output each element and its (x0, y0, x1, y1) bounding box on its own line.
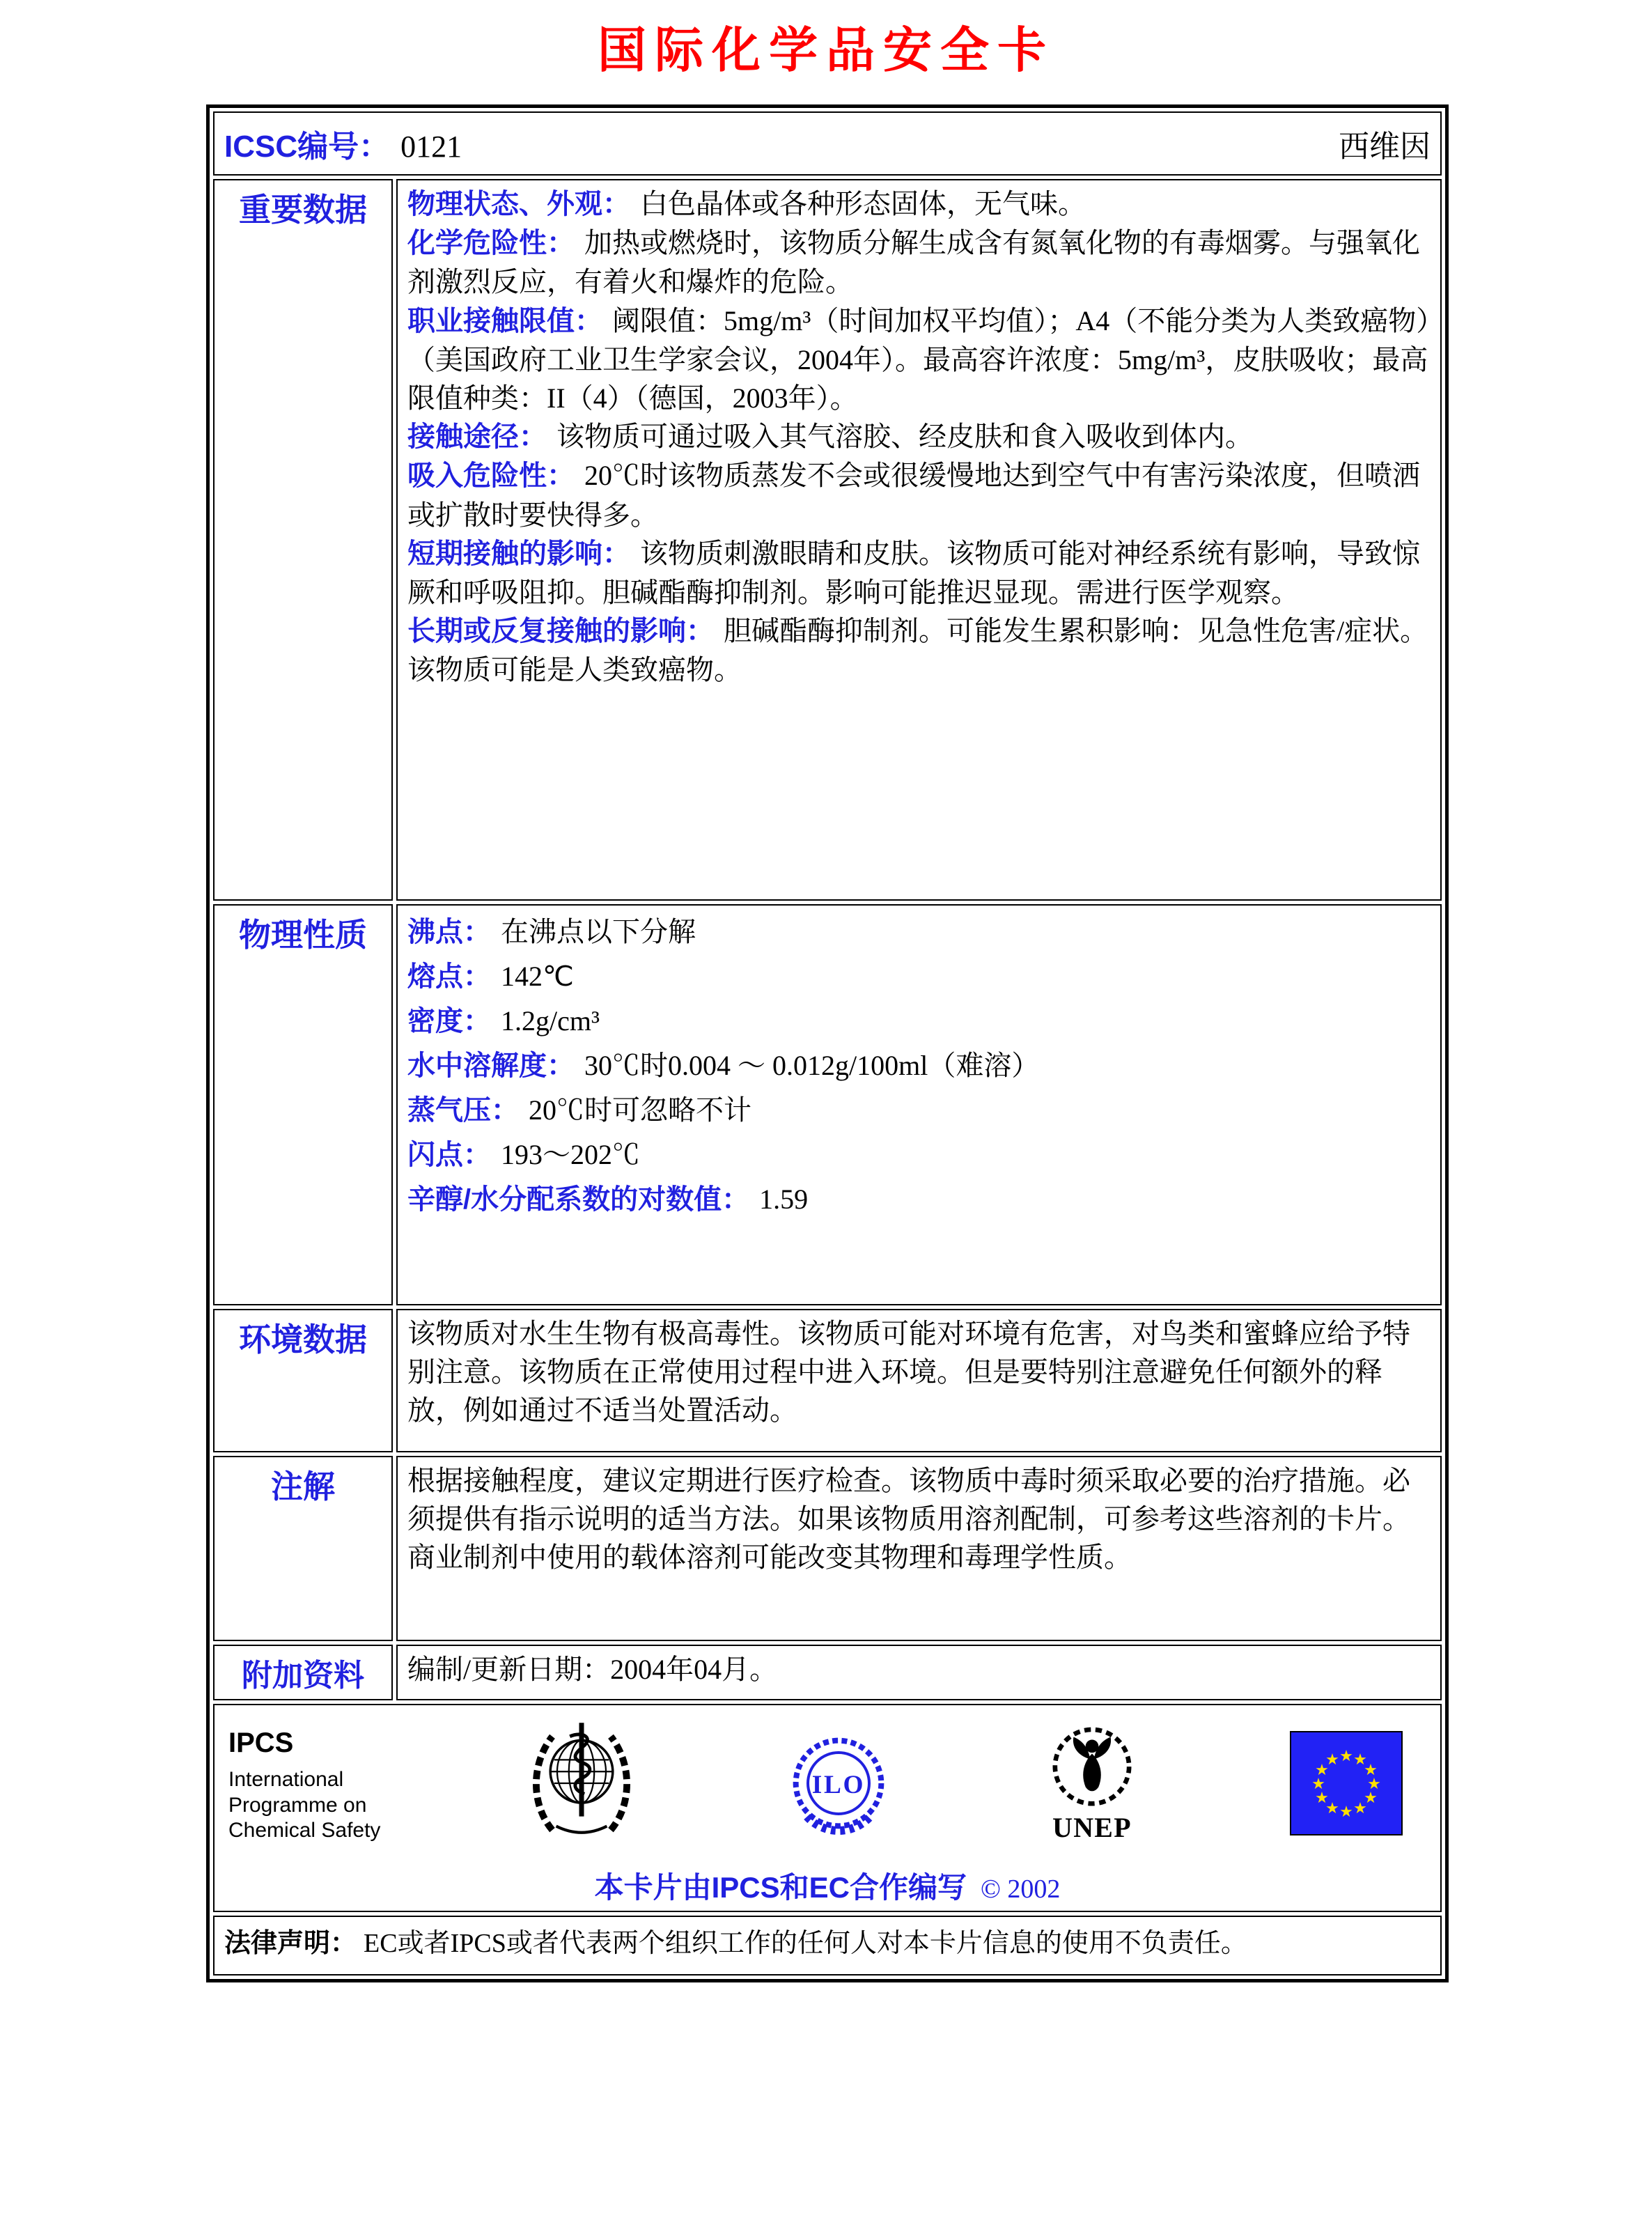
physical-item (407, 1133, 1431, 1177)
field-value: 193～202℃ (501, 1139, 640, 1170)
important-item (407, 224, 1431, 301)
legal-label: 法律声明： (224, 1929, 357, 1958)
field-value: 在沸点以下分解 (501, 916, 696, 947)
notes-row-label: 注解 (213, 1456, 393, 1641)
additional-info-content (396, 1645, 1442, 1700)
notes-text: 根据接触程度，建议定期进行医疗检查。该物质中毒时须采取必要的治疗措施。必须提供有指示说明的适当方法。如果该物质用溶剂配制，可参考这些溶剂的卡片。商业制剂中使用的载体溶剂可能改变其物理和毒理学性质。 (407, 1465, 1410, 1574)
field-label: 物理状态、外观： (407, 189, 630, 219)
ipcs-acronym: IPCS (228, 1728, 294, 1759)
field-value: 20℃时该物质蒸发不会或很缓慢地达到空气中有害污染浓度，但喷洒或扩散时要快得多。 (407, 460, 1420, 531)
svg-text:★: ★ (1339, 1747, 1353, 1764)
field-value: 1.2g/cm³ (501, 1005, 600, 1037)
header-row (213, 111, 1442, 176)
ilo-logo-label: ILO (811, 1771, 866, 1800)
cooperation-caption (224, 1865, 1431, 1907)
physical-properties-row (213, 904, 1442, 1305)
field-value: 142℃ (501, 961, 574, 992)
legal-row (213, 1916, 1442, 1976)
ipcs-line1: International (228, 1768, 344, 1791)
svg-text:★: ★ (1353, 1799, 1367, 1817)
field-value: 1.59 (759, 1183, 809, 1215)
unep-logo-icon (1036, 1718, 1148, 1852)
svg-text:★: ★ (1353, 1751, 1367, 1768)
important-data-row (213, 179, 1442, 901)
notes-row (213, 1456, 1442, 1641)
svg-text:★: ★ (1311, 1775, 1325, 1792)
field-label: 闪点： (407, 1140, 491, 1170)
field-value: 加热或燃烧时，该物质分解生成含有氮氧化物的有毒烟雾。与强氧化剂激烈反应，有着火和爆炸的危险。 (407, 227, 1420, 298)
field-label: 熔点： (407, 961, 491, 992)
physical-item (407, 1177, 1431, 1222)
field-label: 短期接触的影响： (407, 538, 630, 569)
physical-item (407, 1043, 1431, 1088)
field-value: 阈限值：5mg/m³（时间加权平均值）；A4（不能分类为人类致癌物）（美国政府工业卫生学家会议，2004年）。最高容许浓度：5mg/m³，皮肤吸收；最高限值种类：II（4）（德国，2003年）。 (407, 304, 1431, 414)
important-item (407, 534, 1431, 612)
notes-content (396, 1456, 1442, 1641)
physical-item (407, 910, 1431, 954)
chemical-name: 西维因 (1339, 130, 1431, 164)
legal-text: EC或者IPCS或者代表两个组织工作的任何人对本卡片信息的使用不负责任。 (364, 1929, 1247, 1958)
copyright-text: © 2002 (981, 1874, 1061, 1904)
field-value: 胆碱酯酶抑制剂。可能发生累积影响：见急性危害/症状。该物质可能是人类致癌物。 (407, 615, 1428, 686)
field-label: 水中溶解度： (407, 1050, 575, 1081)
svg-text:★: ★ (1325, 1799, 1339, 1817)
unep-logo-label: UNEP (1052, 1812, 1132, 1844)
important-item (407, 417, 1431, 456)
header-cell (213, 111, 1442, 176)
ipcs-text-block (228, 1726, 380, 1844)
logos-cell (213, 1704, 1442, 1912)
important-item (407, 302, 1431, 418)
field-label: 沸点： (407, 917, 491, 947)
field-label: 职业接触限值： (407, 305, 602, 336)
field-label: 接触途径： (407, 421, 547, 453)
ilo-logo-icon (783, 1724, 894, 1846)
ipcs-line2: Programme on (228, 1793, 367, 1817)
logos-row (213, 1704, 1442, 1912)
additional-info-row (213, 1645, 1442, 1700)
svg-text:★: ★ (1315, 1789, 1329, 1806)
physical-item (407, 999, 1431, 1043)
important-data-row-label: 重要数据 (213, 179, 393, 901)
svg-text:★: ★ (1325, 1751, 1339, 1768)
cooperation-caption-text: 本卡片由IPCS和EC合作编写 (594, 1871, 967, 1904)
environmental-data-content (396, 1309, 1442, 1452)
field-label: 长期或反复接触的影响： (407, 616, 714, 647)
additional-info-text: 编制/更新日期：2004年04月。 (407, 1654, 778, 1685)
important-item (407, 185, 1431, 224)
svg-text:★: ★ (1364, 1761, 1378, 1778)
field-label: 辛醇/水分配系数的对数值： (407, 1184, 750, 1215)
svg-text:★: ★ (1315, 1761, 1329, 1778)
environmental-text: 该物质对水生生物有极高毒性。该物质可能对环境有危害，对鸟类和蜜蜂应给予特别注意。该物质在正常使用过程中进入环境。但是要特别注意避免任何额外的释放，例如通过不适当处置活动。 (407, 1318, 1410, 1427)
environmental-data-row-label: 环境数据 (213, 1309, 393, 1452)
field-label: 化学危险性： (407, 228, 575, 259)
important-item (407, 612, 1431, 689)
physical-properties-content (396, 904, 1442, 1305)
svg-text:★: ★ (1367, 1775, 1381, 1792)
field-value: 30℃时0.004 ～ 0.012g/100ml（难溶） (584, 1050, 1040, 1081)
safety-card-table (206, 104, 1449, 1982)
svg-text:★: ★ (1364, 1789, 1378, 1806)
physical-item (407, 1088, 1431, 1133)
eu-flag-icon (1290, 1731, 1403, 1839)
field-value: 该物质刺激眼睛和皮肤。该物质可能对神经系统有影响，导致惊厥和呼吸阻抑。胆碱酯酶抑制剂。影响可能推迟显现。需进行医学观察。 (407, 537, 1420, 608)
icsc-number-value: 0121 (400, 130, 462, 164)
ipcs-line3: Chemical Safety (228, 1819, 381, 1842)
additional-info-row-label: 附加资料 (213, 1645, 393, 1700)
field-label: 吸入危险性： (407, 460, 575, 492)
legal-cell (213, 1916, 1442, 1976)
physical-properties-row-label: 物理性质 (213, 904, 393, 1305)
who-logo-icon (522, 1715, 641, 1855)
icsc-number-label: ICSC编号： (224, 130, 390, 164)
field-value: 白色晶体或各种形态固体，无气味。 (640, 188, 1086, 219)
important-item (407, 456, 1431, 534)
field-label: 密度： (407, 1006, 491, 1037)
field-value: 该物质可通过吸入其气溶胶、经皮肤和食入吸收到体内。 (556, 421, 1253, 453)
page-title: 国际化学品安全卡 (598, 24, 1054, 78)
field-value: 20℃时可忽略不计 (529, 1094, 751, 1126)
icsc-number-group (224, 121, 462, 166)
environmental-data-row (213, 1309, 1442, 1452)
svg-text:★: ★ (1339, 1803, 1353, 1820)
physical-item (407, 954, 1431, 999)
field-label: 蒸气压： (407, 1095, 519, 1126)
important-data-content (396, 179, 1442, 901)
